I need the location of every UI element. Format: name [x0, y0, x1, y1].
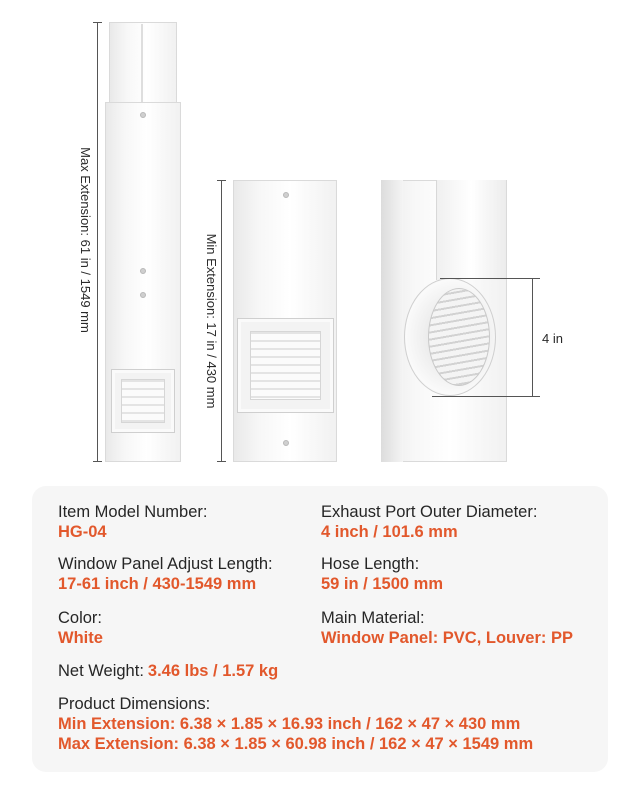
min-extension-top-tick	[217, 180, 226, 181]
min-extension-bottom-tick	[217, 461, 226, 462]
spec-label: Product Dimensions:	[58, 695, 211, 713]
spec-value-max-extension: Max Extension: 6.38 × 1.85 × 60.98 inch / 162 × 47 × 1549 mm	[58, 735, 534, 753]
spec-value: 59 in / 1500 mm	[321, 575, 443, 593]
exhaust-port-grill	[428, 288, 490, 386]
max-extension-bottom-tick	[93, 461, 102, 462]
spec-label: Color:	[58, 609, 103, 627]
max-extension-dimension-line	[97, 22, 98, 462]
louver-vent-small	[111, 369, 175, 433]
spec-label: Exhaust Port Outer Diameter:	[321, 503, 538, 521]
screw-icon	[283, 192, 289, 198]
spec-label: Net Weight:	[58, 662, 144, 680]
spec-card	[32, 486, 608, 772]
min-extension-dimension-line	[221, 180, 222, 462]
panel-side-edge	[381, 180, 403, 462]
min-extension-label: Min Extension: 17 in / 430 mm	[204, 233, 219, 409]
diameter-bottom-line	[432, 396, 540, 397]
spec-value: 17-61 inch / 430-1549 mm	[58, 575, 257, 593]
spec-label: Window Panel Adjust Length:	[58, 555, 273, 573]
spec-hose-length	[321, 554, 443, 594]
spec-net-weight	[58, 661, 278, 681]
diameter-top-line	[440, 278, 540, 279]
screw-icon	[140, 112, 146, 118]
window-panel-extended-upper	[109, 22, 177, 104]
screw-icon	[140, 292, 146, 298]
spec-value: White	[58, 629, 103, 647]
louver-vent-large	[237, 318, 334, 413]
spec-exhaust-port-diameter	[321, 502, 537, 542]
spec-panel-adjust-length	[58, 554, 273, 594]
spec-label: Item Model Number:	[58, 503, 208, 521]
spec-value: 4 inch / 101.6 mm	[321, 523, 458, 541]
spec-value: Window Panel: PVC, Louver: PP	[321, 629, 573, 647]
screw-icon	[283, 440, 289, 446]
diameter-label: 4 in	[542, 331, 563, 346]
spec-item-model-number	[58, 502, 207, 542]
diameter-vertical-line	[532, 278, 533, 397]
spec-color	[58, 608, 103, 648]
spec-label: Main Material:	[321, 609, 425, 627]
spec-label: Hose Length:	[321, 555, 420, 573]
spec-product-dimensions	[58, 694, 533, 754]
panel-slide-groove	[141, 24, 143, 104]
spec-value: 3.46 lbs / 1.57 kg	[147, 662, 279, 680]
spec-value-min-extension: Min Extension: 6.38 × 1.85 × 16.93 inch / 162 × 47 × 430 mm	[58, 715, 521, 733]
spec-value: HG-04	[58, 523, 107, 541]
max-extension-label: Max Extension: 61 in / 1549 mm	[78, 147, 93, 333]
screw-icon	[140, 268, 146, 274]
max-extension-top-tick	[93, 22, 102, 23]
panel-inner-sleeve	[436, 180, 506, 280]
spec-main-material	[321, 608, 573, 648]
